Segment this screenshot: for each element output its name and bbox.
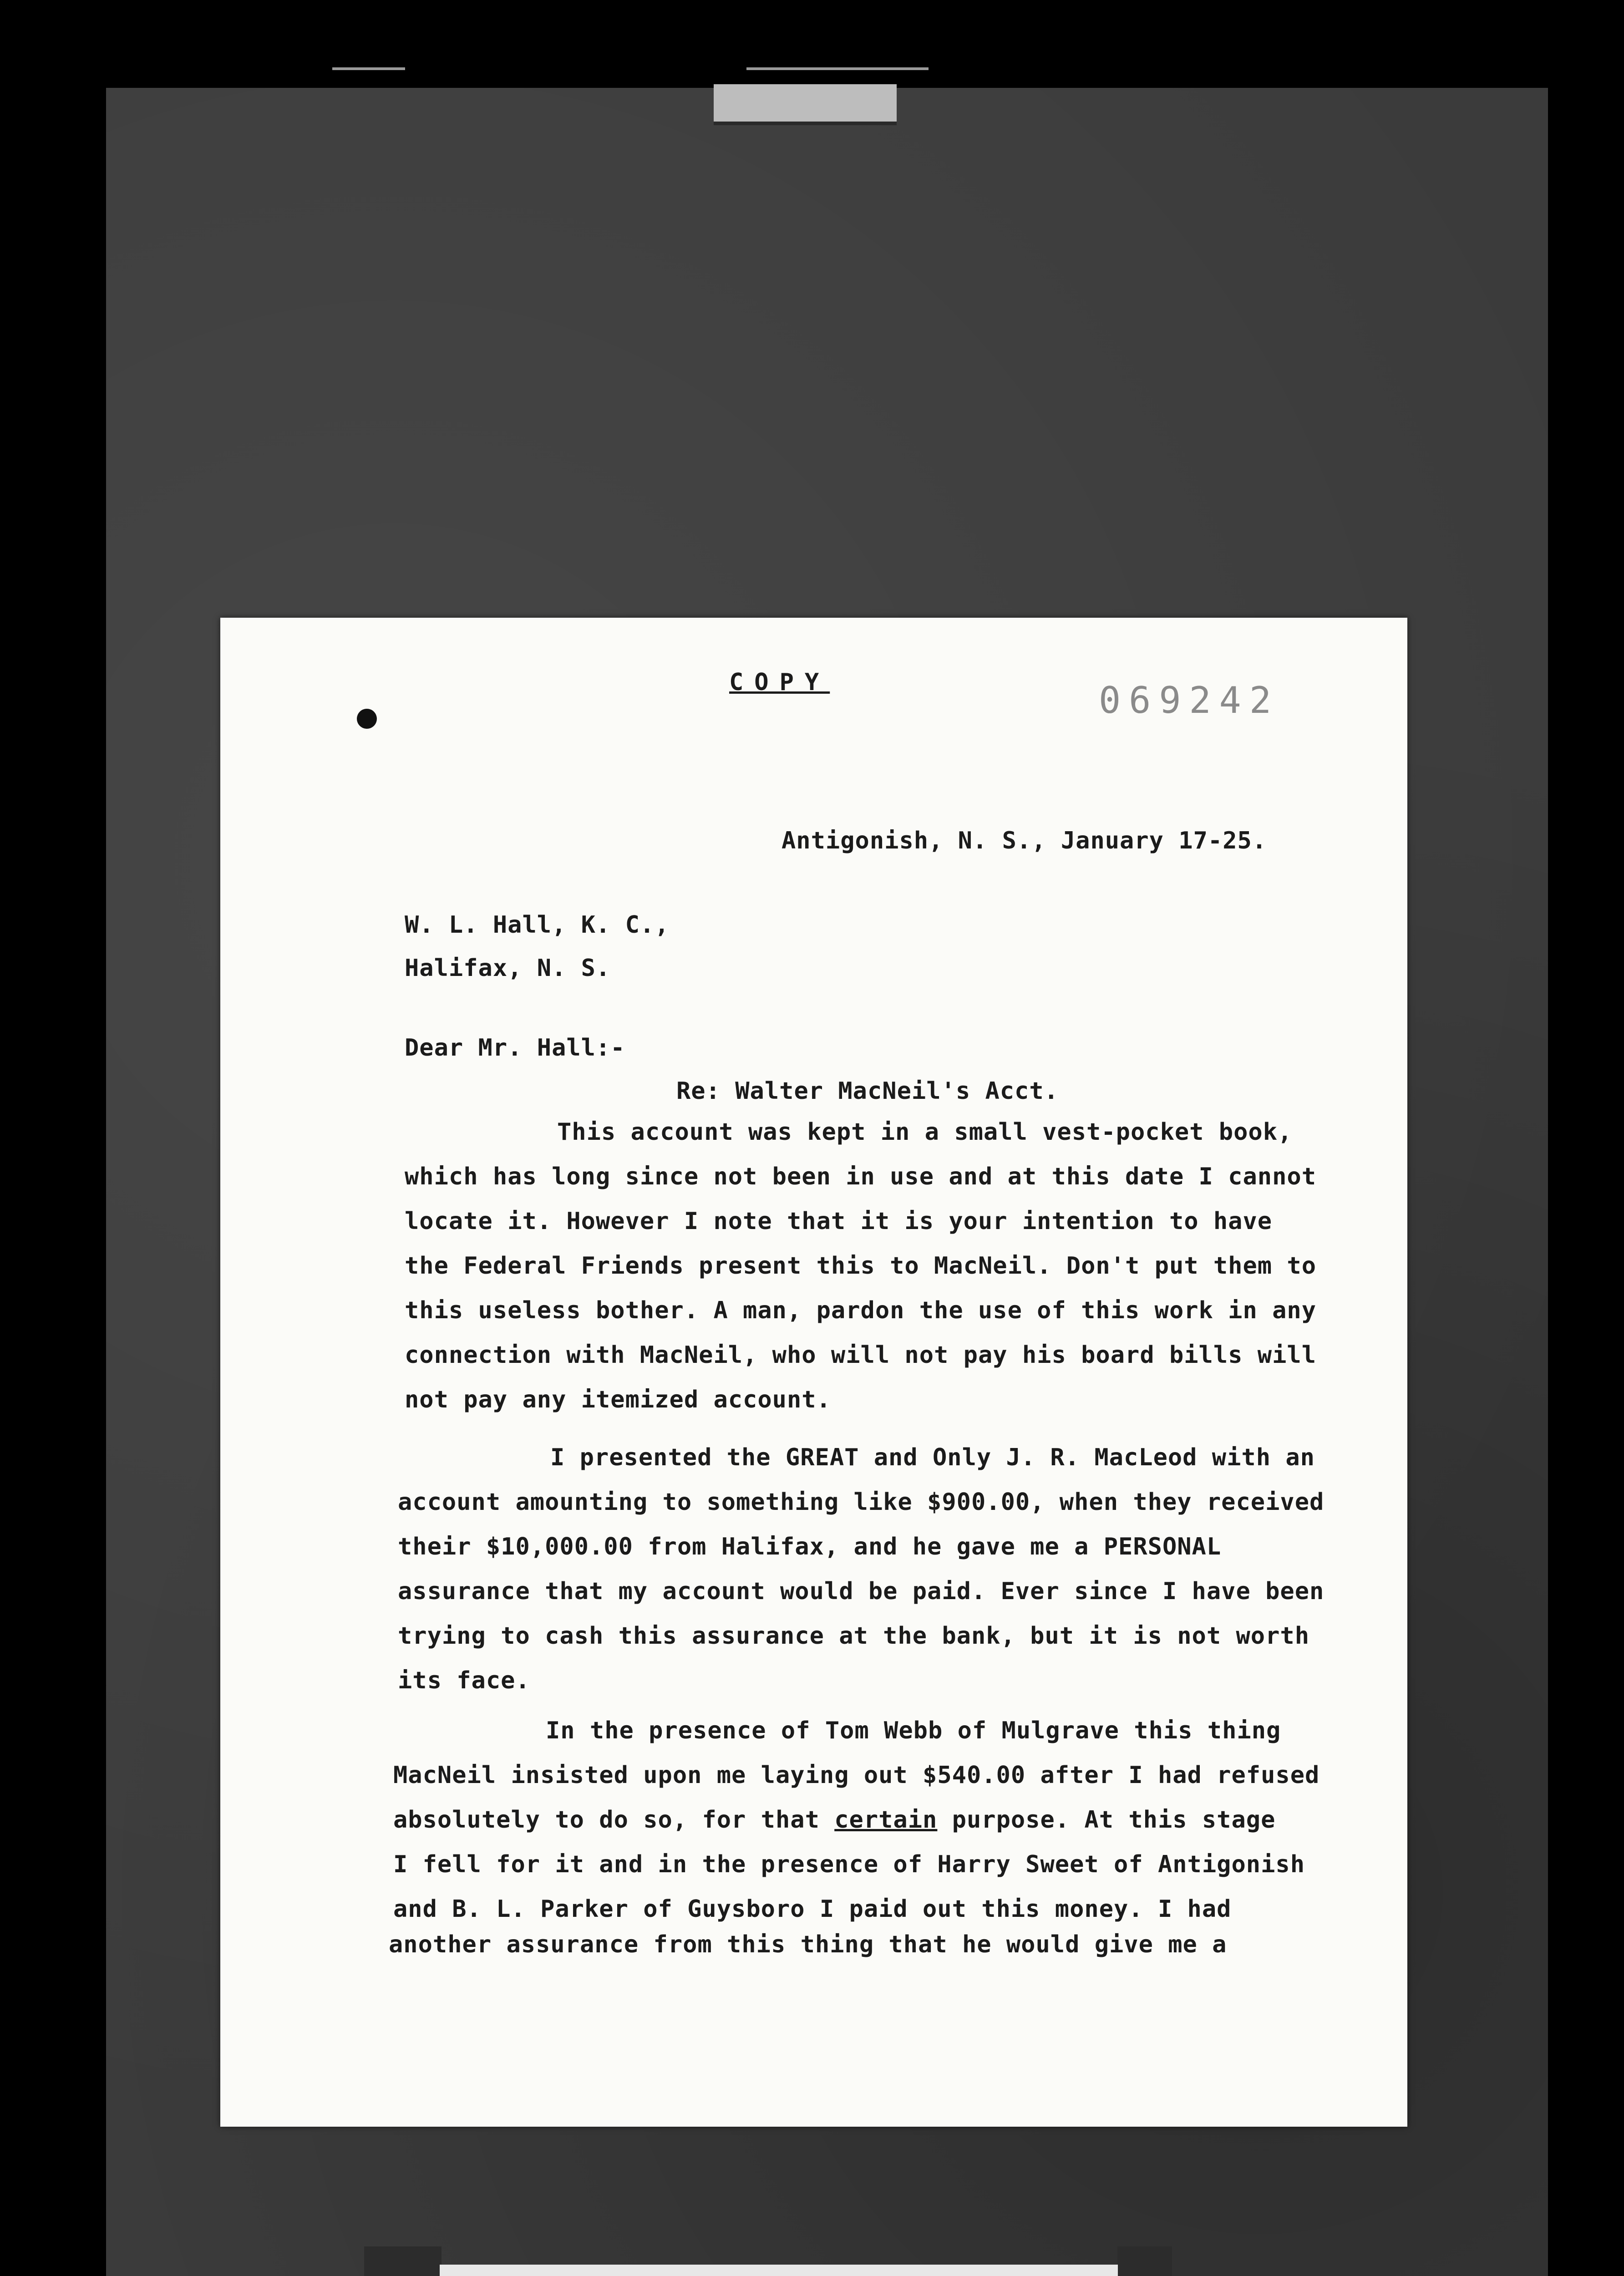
paragraph-line <box>393 1806 1275 1834</box>
mount-tab <box>1117 2246 1172 2276</box>
line-text: purpose. At this stage <box>937 1806 1276 1834</box>
dateline: Antigonish, N. S., January 17-25. <box>782 827 1267 854</box>
typed-letter <box>220 618 1407 2127</box>
paragraph-line: another assurance from this thing that he would give me a <box>389 1931 1227 1958</box>
address-line: W. L. Hall, K. C., <box>405 911 670 939</box>
paragraph-line: not pay any itemized account. <box>405 1386 831 1413</box>
paragraph-line: this useless bother. A man, pardon the use of this work in any <box>405 1297 1317 1324</box>
paragraph-line: their $10,000.00 from Halifax, and he gave me a PERSONAL <box>398 1533 1222 1560</box>
mount-tab <box>364 2246 442 2276</box>
address-line: Halifax, N. S. <box>405 955 611 982</box>
underlined-word: certain <box>834 1806 938 1834</box>
paragraph-line: connection with MacNeil, who will not pay his board bills will <box>405 1341 1317 1369</box>
document-number-stamp: 069242 <box>1099 679 1279 721</box>
paragraph-line: trying to cash this assurance at the bank, but it is not worth <box>398 1622 1310 1650</box>
paper-clip <box>714 84 897 125</box>
punch-hole <box>357 709 377 729</box>
paragraph-line: the Federal Friends present this to MacNeil. Don't put them to <box>405 1252 1317 1280</box>
edge-mark <box>746 67 929 70</box>
paragraph-line: In the presence of Tom Webb of Mulgrave this thing <box>546 1717 1281 1744</box>
paragraph-line: I fell for it and in the presence of Harry Sweet of Antigonish <box>393 1851 1305 1878</box>
edge-mark <box>332 67 405 70</box>
paragraph-line: This account was kept in a small vest-pocket book, <box>557 1118 1293 1146</box>
paragraph-line: which has long since not been in use and at this date I cannot <box>405 1163 1317 1190</box>
line-text: absolutely to do so, for that <box>393 1806 835 1834</box>
collection-label <box>440 2265 1118 2276</box>
paragraph-line: MacNeil insisted upon me laying out $540.00 after I had refused <box>393 1762 1320 1789</box>
paragraph-line: account amounting to something like $900.00, when they received <box>398 1489 1325 1516</box>
paragraph-line: locate it. However I note that it is your intention to have <box>405 1208 1273 1235</box>
paragraph-line: I presented the GREAT and Only J. R. MacLeod with an <box>550 1444 1315 1471</box>
paragraph-line: assurance that my account would be paid. Ever since I have been <box>398 1578 1325 1605</box>
paragraph-line: and B. L. Parker of Guysboro I paid out this money. I had <box>393 1895 1232 1923</box>
subject-line: Re: Walter MacNeil's Acct. <box>676 1077 1059 1105</box>
copy-heading: COPY <box>729 669 830 696</box>
salutation: Dear Mr. Hall:- <box>405 1034 625 1062</box>
paragraph-line: its face. <box>398 1667 530 1694</box>
